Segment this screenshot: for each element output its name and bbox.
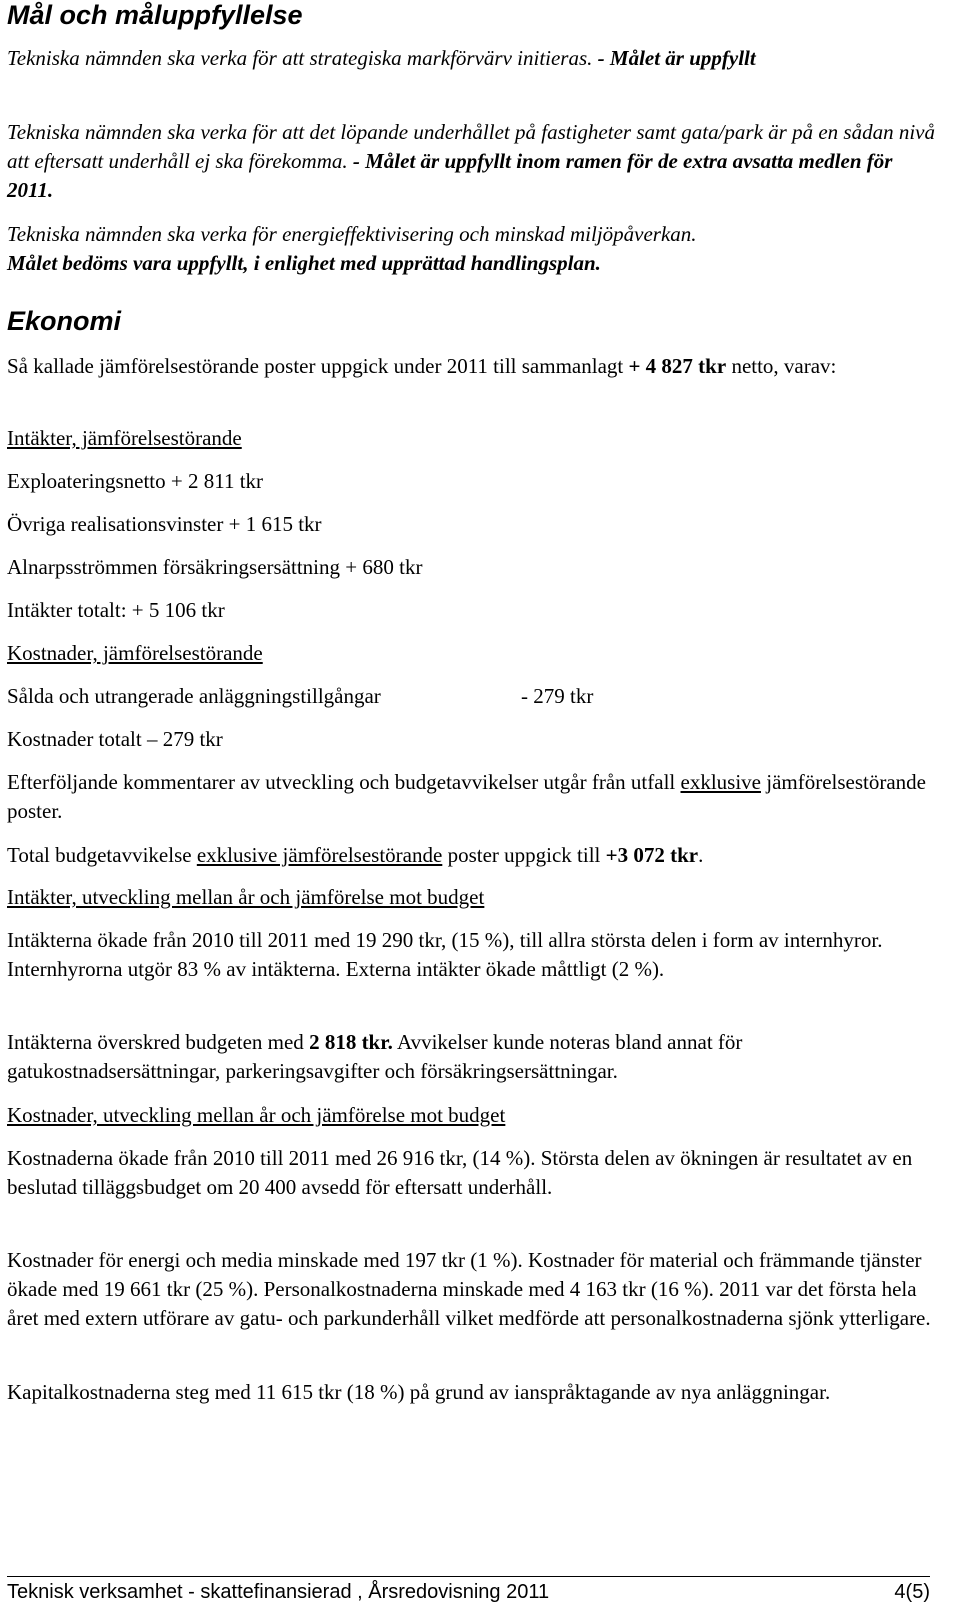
income-heading: Intäkter, jämförelsestörande: [7, 426, 242, 450]
income-dev-heading: Intäkter, utveckling mellan år och jämförelse mot budget: [7, 885, 485, 909]
goal-1-text: Tekniska nämnden ska verka för att strategiska markförvärv initieras.: [7, 46, 593, 70]
cost-paragraph-3: Kapitalkostnaderna steg med 11 615 tkr (18 %) på grund av ianspråktagande av nya anläggningar.: [7, 1380, 831, 1404]
goal-3-text: Tekniska nämnden ska verka för energieffektivisering och minskad miljöpåverkan.: [7, 222, 697, 246]
cost-paragraph-1: Kostnaderna ökade från 2010 till 2011 med 26 916 tkr, (14 %). Största delen av ökningen är resultatet av en beslutad tilläggsbudget om 20 400 avsedd för eftersatt underhåll.: [7, 1146, 913, 1199]
goal-3: [7, 220, 937, 278]
cost-dev-heading: Kostnader, utveckling mellan år och jämförelse mot budget: [7, 1103, 506, 1127]
page-number: 4(5): [894, 1581, 930, 1603]
cost-paragraph-2: Kostnader för energi och media minskade med 197 tkr (1 %). Kostnader för material och främmande tjänster ökade med 19 661 tkr (25 %). Personalkostnaderna minskade med 4 163 tkr (16 %). 2011 var det första hela året med extern utförare av gatu- och parkunderhåll vilket medförde att personalkostnaderna sjönk ytterligare.: [7, 1248, 931, 1330]
total-deviation-underlined: exklusive jämförelsestörande: [196, 843, 443, 867]
income-p2-after: Avvikelser kunde noteras bland annat för gatukostnadsersättningar, parkeringsavgifter och försäkringsersättningar.: [7, 1030, 743, 1083]
total-deviation-value: +3 072 tkr: [605, 843, 699, 867]
total-deviation-after: .: [698, 843, 704, 867]
heading-goals: Mål och måluppfyllelse: [7, 0, 303, 30]
comment-before: Efterföljande kommentarer av utveckling och budgetavvikelser utgår från utfall: [7, 770, 681, 794]
goal-2: [7, 118, 937, 205]
intro-paragraph: [7, 352, 937, 381]
goal-3-result: Målet bedöms vara uppfyllt, i enlighet med upprättad handlingsplan.: [7, 251, 601, 275]
heading-economy: Ekonomi: [7, 306, 122, 336]
income-paragraph-1: Intäkterna ökade från 2010 till 2011 med 19 290 tkr, (15 %), till allra största delen i form av internhyror. Internhyrorna utgör 83 % av intäkterna. Externa intäkter ökade måttligt (2 %).: [7, 928, 883, 981]
total-deviation-before: Total budgetavvikelse: [7, 843, 197, 867]
cost-item-value: - 279 tkr: [521, 684, 594, 708]
cost-item-label: Sålda och utrangerade anläggningstillgångar: [7, 684, 381, 708]
page-footer: [7, 1581, 930, 1604]
footer-divider: [7, 1576, 930, 1577]
total-deviation: [7, 841, 937, 870]
goal-2-result: - Målet är uppfyllt inom ramen för de extra avsatta medlen för 2011.: [7, 149, 893, 202]
goal-1-result: - Målet är uppfyllt: [592, 46, 756, 70]
income-p2-value: 2 818 tkr.: [309, 1030, 393, 1054]
income-paragraph-2: [7, 1028, 937, 1086]
comment-after: jämförelsestörande poster.: [7, 770, 927, 823]
footer-title: Teknisk verksamhet - skattefinansierad , Årsredovisning 2011: [7, 1581, 550, 1603]
intro-after: netto, varav:: [726, 354, 837, 378]
total-deviation-middle: poster uppgick till: [442, 843, 606, 867]
comment-paragraph: [7, 768, 937, 826]
income-item: Alnarpsströmmen försäkringsersättning + 680 tkr: [7, 555, 423, 579]
intro-before: Så kallade jämförelsestörande poster uppgick under 2011 till sammanlagt: [7, 354, 629, 378]
goal-1: [7, 44, 937, 73]
cost-item-row: [7, 682, 937, 711]
comment-underlined: exklusive: [680, 770, 761, 794]
cost-heading: Kostnader, jämförelsestörande: [7, 641, 263, 665]
income-item: Exploateringsnetto + 2 811 tkr: [7, 469, 264, 493]
cost-total: Kostnader totalt – 279 tkr: [7, 727, 223, 751]
income-item: Övriga realisationsvinster + 1 615 tkr: [7, 512, 322, 536]
income-total: Intäkter totalt: + 5 106 tkr: [7, 598, 225, 622]
goal-2-text: Tekniska nämnden ska verka för att det löpande underhållet på fastigheter samt gata/park är på en sådan nivå att eftersatt underhåll ej ska förekomma.: [7, 120, 935, 173]
intro-total: + 4 827 tkr: [628, 354, 727, 378]
income-p2-before: Intäkterna överskred budgeten med: [7, 1030, 310, 1054]
